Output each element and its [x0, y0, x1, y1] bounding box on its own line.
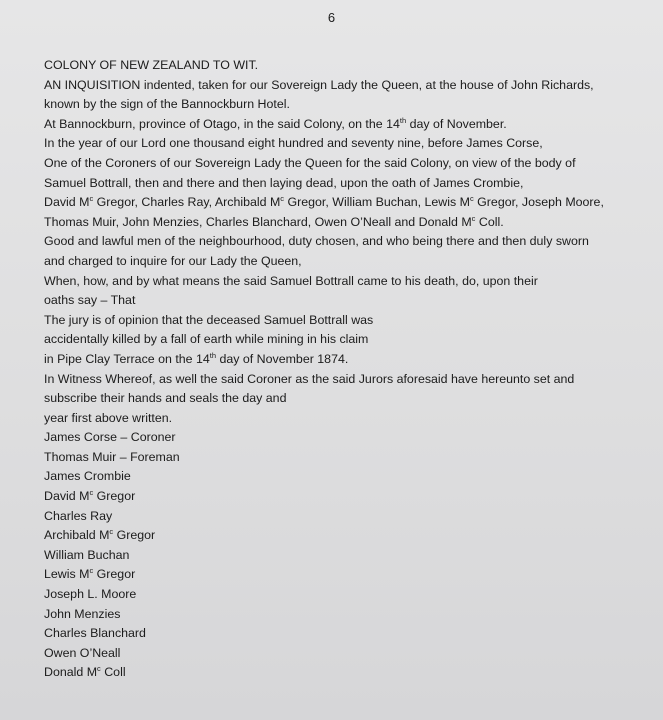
- superscript: th: [209, 350, 217, 360]
- text-segment: oaths say – That: [44, 293, 136, 308]
- superscript: c: [471, 213, 476, 223]
- text-line: [44, 663, 656, 683]
- text-line: [44, 467, 656, 487]
- text-line: [44, 252, 656, 272]
- text-line: [44, 546, 656, 566]
- text-line: [44, 193, 656, 213]
- text-line: [44, 389, 656, 409]
- text-segment: Gregor, Charles Ray, Archibald M: [93, 195, 281, 210]
- text-line: [44, 370, 656, 390]
- text-segment: David M: [44, 489, 90, 504]
- text-segment: In the year of our Lord one thousand eight hundred and seventy nine, before James Corse,: [44, 136, 543, 151]
- text-line: [44, 644, 656, 664]
- text-segment: When, how, and by what means the said Samuel Bottrall came to his death, do, upon their: [44, 273, 538, 288]
- text-segment: Donald M: [44, 665, 98, 680]
- text-segment: David M: [44, 195, 90, 210]
- superscript: c: [109, 527, 114, 537]
- text-segment: Gregor, William Buchan, Lewis M: [284, 195, 470, 210]
- text-segment: AN INQUISITION indented, taken for our Sovereign Lady the Queen, at the house of John Richards,: [44, 77, 594, 92]
- superscript: c: [469, 194, 474, 204]
- text-segment: Thomas Muir – Foreman: [44, 449, 180, 464]
- text-segment: Gregor: [113, 528, 156, 543]
- text-segment: In Witness Whereof, as well the said Coroner as the said Jurors aforesaid have hereunto set and: [44, 371, 575, 386]
- text-segment: William Buchan: [44, 547, 130, 562]
- text-segment: Charles Blanchard: [44, 626, 146, 641]
- text-line: [44, 487, 656, 507]
- text-segment: Thomas Muir, John Menzies, Charles Blanchard, Owen O’Neall and Donald M: [44, 214, 472, 229]
- text-line: [44, 213, 656, 233]
- text-line: [44, 350, 656, 370]
- text-segment: The jury is of opinion that the deceased Samuel Bottrall was: [44, 312, 374, 327]
- text-line: [44, 291, 656, 311]
- text-line: [44, 56, 656, 76]
- superscript: c: [89, 566, 94, 576]
- text-segment: Gregor, Joseph Moore,: [473, 195, 604, 210]
- text-segment: Joseph L. Moore: [44, 587, 137, 602]
- superscript: c: [89, 488, 94, 498]
- text-segment: Gregor: [93, 567, 136, 582]
- text-line: [44, 526, 656, 546]
- text-segment: James Corse – Coroner: [44, 430, 176, 445]
- text-line: [44, 174, 656, 194]
- text-segment: Coll.: [475, 214, 504, 229]
- text-segment: and charged to inquire for our Lady the Queen,: [44, 253, 302, 268]
- text-line: [44, 507, 656, 527]
- text-segment: Gregor: [93, 489, 136, 504]
- text-line: [44, 95, 656, 115]
- text-line: [44, 330, 656, 350]
- text-line: [44, 428, 656, 448]
- text-segment: accidentally killed by a fall of earth while mining in his claim: [44, 332, 369, 347]
- text-line: [44, 134, 656, 154]
- text-segment: day of November 1874.: [216, 351, 349, 366]
- text-line: [44, 76, 656, 96]
- text-segment: Coll: [100, 665, 126, 680]
- text-segment: Charles Ray: [44, 508, 113, 523]
- text-segment: subscribe their hands and seals the day and: [44, 391, 287, 406]
- text-segment: One of the Coroners of our Sovereign Lady the Queen for the said Colony, on view of the body of: [44, 155, 576, 170]
- text-segment: year first above written.: [44, 410, 173, 425]
- text-segment: COLONY OF NEW ZEALAND TO WIT.: [44, 58, 259, 72]
- text-segment: Good and lawful men of the neighbourhood, duty chosen, and who being there and then duly sworn: [44, 234, 589, 249]
- text-segment: Owen O’Neall: [44, 645, 121, 660]
- text-line: [44, 605, 656, 625]
- text-segment: James Crombie: [44, 469, 131, 484]
- text-line: [44, 272, 656, 292]
- text-line: [44, 624, 656, 644]
- text-line: [44, 409, 656, 429]
- page-number: 6: [327, 10, 336, 25]
- text-line: [44, 585, 656, 605]
- superscript: th: [399, 115, 407, 125]
- text-line: [44, 154, 656, 174]
- text-segment: day of November.: [406, 116, 507, 131]
- text-line: [44, 448, 656, 468]
- text-line: [44, 115, 656, 135]
- text-segment: in Pipe Clay Terrace on the 14: [44, 351, 210, 366]
- text-segment: John Menzies: [44, 606, 121, 621]
- superscript: c: [89, 194, 94, 204]
- text-line: [44, 565, 656, 585]
- text-segment: Samuel Bottrall, then and there and then laying dead, upon the oath of James Crombie,: [44, 175, 524, 190]
- text-segment: Archibald M: [44, 528, 110, 543]
- text-segment: At Bannockburn, province of Otago, in the said Colony, on the 14: [44, 116, 400, 131]
- superscript: c: [280, 194, 285, 204]
- text-line: [44, 311, 656, 331]
- text-line: [44, 232, 656, 252]
- document-body: [44, 56, 656, 683]
- text-segment: known by the sign of the Bannockburn Hotel.: [44, 97, 290, 112]
- text-segment: Lewis M: [44, 567, 90, 582]
- superscript: c: [97, 664, 101, 674]
